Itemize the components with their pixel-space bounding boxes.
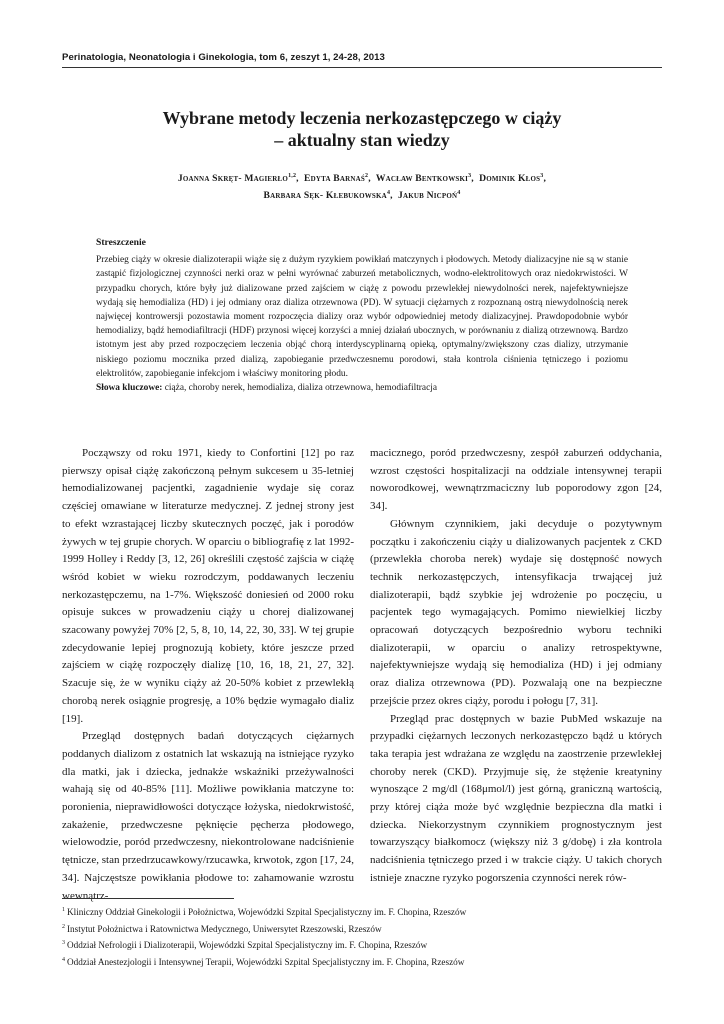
title-line-1: Wybrane metody leczenia nerkozastępczego w ciąży (162, 108, 562, 128)
keywords-label: Słowa kluczowe: (96, 383, 163, 394)
footnote: $^4$ Oddział Anestezjologii i Intensywnej Terapii, Wojewódzki Szpital Specjalistyczny im. F. Chopina, Rzeszów (62, 956, 465, 967)
footnote: $^2$ Instytut Położnictwa i Ratownictwa Medycznego, Uniwersytet Rzeszowski, Rzeszów (62, 923, 382, 934)
keywords-list: ciąża, choroby nerek, hemodializa, dializa otrzewnowa, hemodiafiltracja (164, 383, 438, 394)
author: Barbara Sęk- Kłebukowska$^4$, (263, 190, 393, 201)
title-line-2: – aktualny stan wiedzy (274, 130, 450, 150)
body-paragraph: macicznego, poród przedwczesny, zespół zaburzeń oddychania, wzrost częstości hospitalizacji na oddziale intensywnej terapii noworodkowej, wewnątrzmaciczny lub poporodowy zgon [24, 34]. (370, 447, 662, 513)
author: Jakub Nicpoń$^4$ (397, 190, 461, 201)
body-paragraph: Głównym czynnikiem, jaki decyduje o pozytywnym początku i zakończeniu ciąży u dializowanych pacjentek z CKD (przewlekła choroba nerek) wydaje się dostępność nowych technik nerkozastępczych, intensyfikacja trwającej już dializoterapii, bądź szybkie jej wdrożenie po poczęciu, u pacjentek tego wymagających. Pomimo niewielkiej liczby opracowań dotyczących bezpośrednio wyboru techniki dializoterapii, w oparciu o analizy retrospektywne, najefektywniejsze wydają się hemodializa (HD) i jej odmiany oraz dializa otrzewnowa (PD). Pozwalają one na bezpieczne przejście przez okres ciąży, porodu i połogu [7, 31]. (370, 517, 662, 707)
article-title (62, 107, 662, 151)
author: Joanna Skręt- Magierło$^{1,2}$, (177, 173, 299, 184)
abstract-text: Przebieg ciąży w okresie dializoterapii wiąże się z dużym ryzykiem powikłań matczynych i płodowych. Metody dializacyjne nie są w stanie zastąpić fizjologicznej czynności nerki oraz w pełni wyrównać zaburzeń metabolicznych, wodno-elektrolitowych oraz niedokrwistości. W przypadku chorych, które były już dializowane przed zajściem w ciążę z powodu przewlekłej niewydolności nerek, najefektywniejsze wydają się hemodializa (HD) i jej odmiany oraz dializa otrzewnowa (PD). W sytuacji ciężarnych z rozpoznaną ostrą niewydolnością nerek najwięcej kontrowersji pozostawia moment rozpoczęcia dializy oraz wybór odpowiedniej metody dializacyjnej. Prawdopodobnie wybór hemodializy, bądź hemodiafiltracji (HDF) przynosi więcej korzyści a mniej działań ubocznych, w porównaniu z dializą otrzewnową. Bardzo istotnym jest aby przed rozpoczęciem leczenia objąć chorą interdyscyplinarną opieką, optymalny/zwiększony czas dializy, utrzymanie niskiego poziomu mocznika przed dializą, zapobieganie przedwczesnemu porodowi, stała kontrola ciśnienia tętniczego i poziomu elektrolitów, zapobieganie infekcjom i właściwy monitoring płodu. (96, 255, 628, 379)
header-rule (62, 67, 662, 68)
author: Wacław Bentkowski$^3$, (375, 173, 474, 184)
body-column-right (370, 445, 662, 888)
body-paragraph: Przegląd dostępnych badań dotyczących ciężarnych poddanych dializom z ostatnich lat wskazują na istniejące ryzyko dla matki, jak i dziecka, jednakże wskaźniki przeżywalności wahają się od 40-85% [11]. Możliwe powikłania matczyne to: poronienia, nieprawidłowości dotyczące łożyska, niedokrwistość, zakażenie, przedwczesne pęknięcie pęcherza płodowego, wielowodzie, poród przedwczesny, niekontrolowane nadciśnienie tętnicze, stan przedrzucawkowy/rzucawka, krwotok, zgon [17, 24, 34]. Najczęstsze powikłania płodowe to: zahamowanie wzrostu wewnątrz- (62, 730, 354, 902)
footnote: $^1$ Kliniczny Oddział Ginekologii i Położnictwa, Wojewódzki Szpital Specjalistyczny im. F. Chopina, Rzeszów (62, 907, 467, 917)
affiliation-footnotes (62, 904, 662, 970)
body-paragraph: Przegląd prac dostępnych w bazie PubMed wskazuje na przypadki ciężarnych leczonych nerkozastępczo bądź u których taka terapia jest wdrażana ze względu na zaostrzenie przewlekłej choroby nerek (CKD). Przyjmuje się, że stężenie kreatyniny wynoszące 2 mg/dl (168μmol/l) jest górną, graniczną wartością, przy której ciąża może być względnie bezpieczna dla matki i dziecka. Niekorzystnym czynnikiem prognostycznym jest towarzyszący białkomocz (większy niż 3 g/dobę) i zła kontrola nadciśnienia tętniczego przed i w trakcie ciąży. U takich chorych istnieje znaczne ryzyko pogorszenia czynności nerek rów- (370, 712, 662, 884)
footnote-rule (62, 898, 234, 899)
running-head: Perinatologia, Neonatologia i Ginekologia, tom 6, zeszyt 1, 24-28, 2013 (62, 52, 385, 63)
author-list (62, 170, 662, 204)
footnote: $^3$ Oddział Nefrologii i Dializoterapii, Wojewódzki Szpital Specjalistyczny im. F. Chopina, Rzeszów (62, 940, 428, 951)
abstract (96, 236, 628, 395)
author: Edyta Barnaś$^2$, (303, 173, 371, 184)
author-line-2 (62, 187, 662, 204)
body-column-left (62, 445, 354, 905)
keywords (96, 381, 628, 395)
author: Dominik Kłos$^3$, (479, 173, 547, 184)
abstract-heading: Streszczenie (96, 237, 146, 248)
body-paragraph: Począwszy od roku 1971, kiedy to Confortini [12] po raz pierwszy opisał ciążę zakończoną pełnym sukcesem u 35-letniej hemodializowanej pacjentki, zagadnienie wydaje się coraz częściej omawiane w literaturze medycznej. Z jednej strony jest to efekt wzrastającej liczby skutecznych poczęć, jak i porodów żywych w tej grupie chorych. W oparciu o bibliografię z lat 1992-1999 Holley i Reddy [3, 12, 26] określili częstość zajścia w ciążę wśród kobiet w wieku rozrodczym, poddawanych leczeniu nerkozastępczemu, na 1-7%. Większość doniesień od 2000 roku opisuje sukces w prowadzeniu ciąży u chorej dializowanej szacowany powyżej 70% [2, 5, 8, 10, 14, 22, 30, 33]. W tej grupie zdecydowanie lepiej prognozują kobiety, które jeszcze przed zajściem w ciążę rozpoczęły dializę [10, 16, 18, 21, 27, 32]. Szacuje się, że w wyniku ciąży aż 20-50% kobiet z przewlekłą chorobą nerek osiągnie progresję, a 10% będzie wymagało dializ [19]. (62, 447, 354, 725)
author-line-1 (62, 170, 662, 187)
